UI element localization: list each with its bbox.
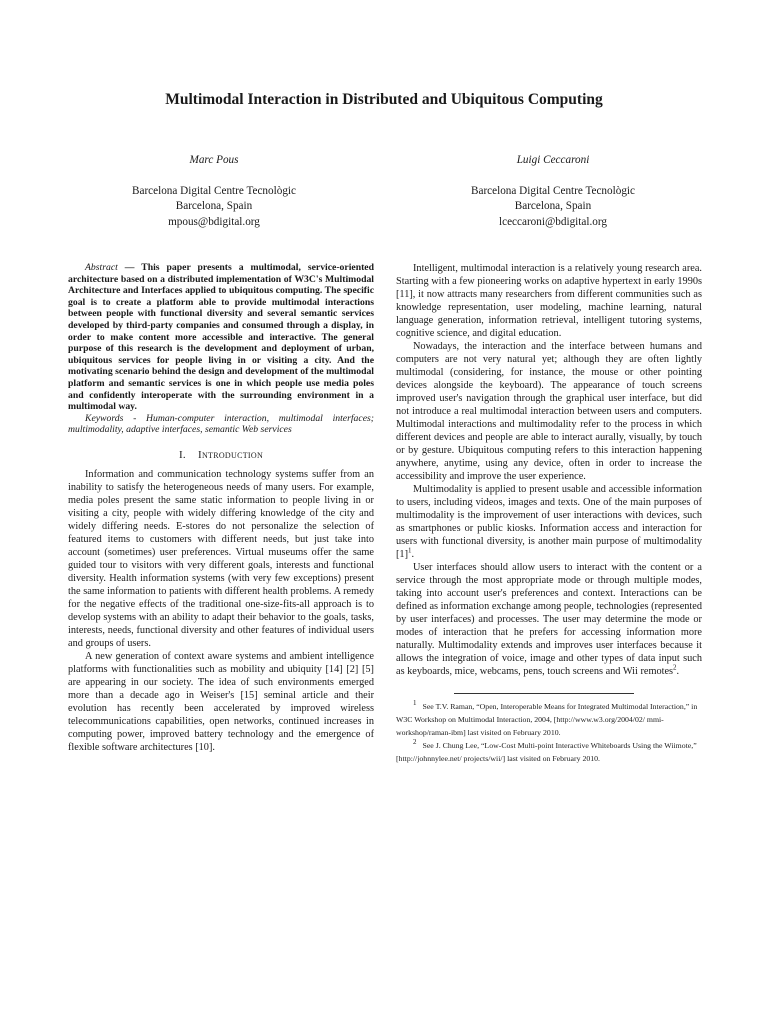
keywords: Keywords - Human-computer interaction, multimodal interfaces; multimodality, adaptive interfaces, semantic Web services	[68, 412, 374, 436]
footnote-number: 1	[413, 698, 417, 707]
footnote-mark: 2	[673, 664, 677, 673]
footnote-divider	[454, 693, 634, 694]
section-heading	[68, 449, 374, 462]
abstract	[68, 262, 374, 413]
author-email: mpous@bdigital.org	[168, 215, 260, 228]
body-paragraph: Nowadays, the interaction and the interface between humans and computers are not very natural yet; although they are often lightly multimodal (considering, for instance, the mouse or other pointing devices alongside the keyboard). The appearance of touch screens improved user's navigation through the graphical user interface, but did not introduce a real multimodal interaction between users and computers. Multimodal interactions and multimodality refer to the process in which different devices and people are able to interact aurally, visually, by touch or by gesture. Ubiquitous computing refers to this interaction happening anywhere, anytime, using any device, often in order to increase the accessibility and improve the user experience.	[396, 341, 702, 483]
author-email: lceccaroni@bdigital.org	[499, 215, 607, 228]
body-paragraph: A new generation of context aware systems and ambient intelligence platforms with functionalities such as mobility and ubiquity [14] [2] [5] are appearing in our society. The idea of such environments emerged more than a decade ago in Weiser's [15] seminal article and their evolution has recently been accelerated by improved wireless telecommunications capabilities, open networks, continued increases in computing power, improved battery technology and the emergence of flexible software architectures [10].	[68, 651, 374, 754]
author-block	[64, 153, 364, 230]
footnote-number: 2	[413, 737, 417, 746]
body-paragraph: Intelligent, multimodal interaction is a relatively young research area. Starting with a few pioneering works on adaptive hypertext in early 1990s [11], it now attracts many researchers from different communities such as knowledge representation, user modeling, machine learning, natural language generation, information retrieval, intelligent tutoring systems, cognitive science, and digital education.	[396, 263, 702, 340]
author-affiliation: Barcelona Digital Centre Tecnològic	[471, 184, 635, 197]
footnote-text: See T.V. Raman, “Open, Interoperable Means for Integrated Multimodal Interaction,” in W3C Workshop on Multimodal Interaction, 2004, [http://www.w3.org/2004/02/ mmi-workshop/raman-ibm] last visited on February 2010.	[396, 701, 698, 737]
abstract-text: — This paper presents a multimodal, service-oriented architecture based on a distributed implementation of W3C's Multimodal Architecture and Interfaces applied to ubiquitous computing. The specific goal is to create a platform able to provide multimodal interactions between people with functional diversity and several semantic services developed by third-party companies and consumed through a display, in order to make content more accessible and interactive. The general purpose of this research is the development and deployment of urban, ubiquitous services for people living in or visiting a city. And the motivating scenario behind the design and development of the multimodal platform and semantic services is one in which people use media poles and confidently interoperate with the surrounding environment in a multimodal way.	[68, 262, 374, 413]
author-name: Luigi Ceccaroni	[516, 154, 590, 166]
section-number: I.	[178, 448, 186, 461]
body-paragraph: Information and communication technology systems suffer from an inability to satisfy the heterogeneous needs of many users. For example, media poles present the same static information to people living in or visiting a city, people with widely differing knowledge of the city and widely differing needs. E-stores do not personalize the selection of featured items to customers with different needs, but just take into account (sometimes) user preferences. Virtual museums offer the same guided tour to visitors with very different goals, interests and functional diversity. Health information systems (with very few exceptions) present the same information to patients with different health problems. A remedy for the negative effects of the traditional one-size-fits-all approach is to develop systems with an ability to adapt their behavior to the goals, tasks, interests, needs, functional diversity and other features of individual users and groups of users.	[68, 468, 374, 650]
footnote	[396, 700, 702, 739]
body-paragraph: Multimodality is applied to present usable and accessible information to users, including videos, images and texts. One of the main purposes of multimodality is the improvement of user interactions with devices, such as smartphones or public kiosks. Information access and interaction for users with functional diversity, is another main purpose of multimodality $[1]^1$.	[396, 484, 702, 561]
paper-title: Multimodal Interaction in Distributed and Ubiquitous Computing	[165, 91, 603, 108]
paragraph-text: User interfaces should allow users to interact with the content or a service through the most appropriate mode or through multiple modes, taking into account user's preferences and context. Interactions can be defined as information exchange among people, technologies (represented by user interfaces) and processes. The user may determine the mode or modes of interaction that he prefers for accessing information more naturally. Multimodality extends and improves user interfaces because it allows the integration of voice, image and other types of data input such as keyboards, mice, webcams, pens, touch screens and Wii remotes	[396, 562, 702, 678]
author-name: Marc Pous	[189, 154, 239, 166]
paragraph-text: Multimodality is applied to present usable and accessible information to users, including videos, images and texts. One of the main purposes of multimodality is the improvement of user interactions with devices, such as smartphones or public kiosks. Information access and interaction for users with functional diversity, is another main purpose of multimodality [1]	[396, 484, 702, 561]
footnote	[396, 739, 702, 765]
section-title: Introduction	[197, 448, 264, 461]
right-column	[396, 262, 702, 765]
author-location: Barcelona, Spain	[175, 200, 253, 212]
body-paragraph: User interfaces should allow users to interact with the content or a service through the most appropriate mode or through multiple modes, taking into account user's preferences and context. Interactions can be defined as information exchange among people, technologies (represented by user interfaces) and processes. The user may determine the mode or modes of interaction that he prefers for accessing information more naturally. Multimodality extends and improves user interfaces because it allows the integration of voice, image and other types of data input such as keyboards, mice, webcams, pens, touch screens and Wii remotes$^2$.	[396, 562, 702, 678]
author-affiliation: Barcelona Digital Centre Tecnològic	[132, 184, 296, 197]
footnote-text: See J. Chung Lee, “Low-Cost Multi-point Interactive Whiteboards Using the Wiimote,” [http://johnnylee.net/ projects/wii/] last visited on February 2010.	[396, 740, 697, 763]
author-block	[403, 153, 703, 230]
left-column	[68, 262, 374, 754]
footnote-mark: 1	[408, 546, 412, 555]
author-location: Barcelona, Spain	[514, 200, 592, 212]
abstract-label: Abstract	[85, 262, 118, 273]
